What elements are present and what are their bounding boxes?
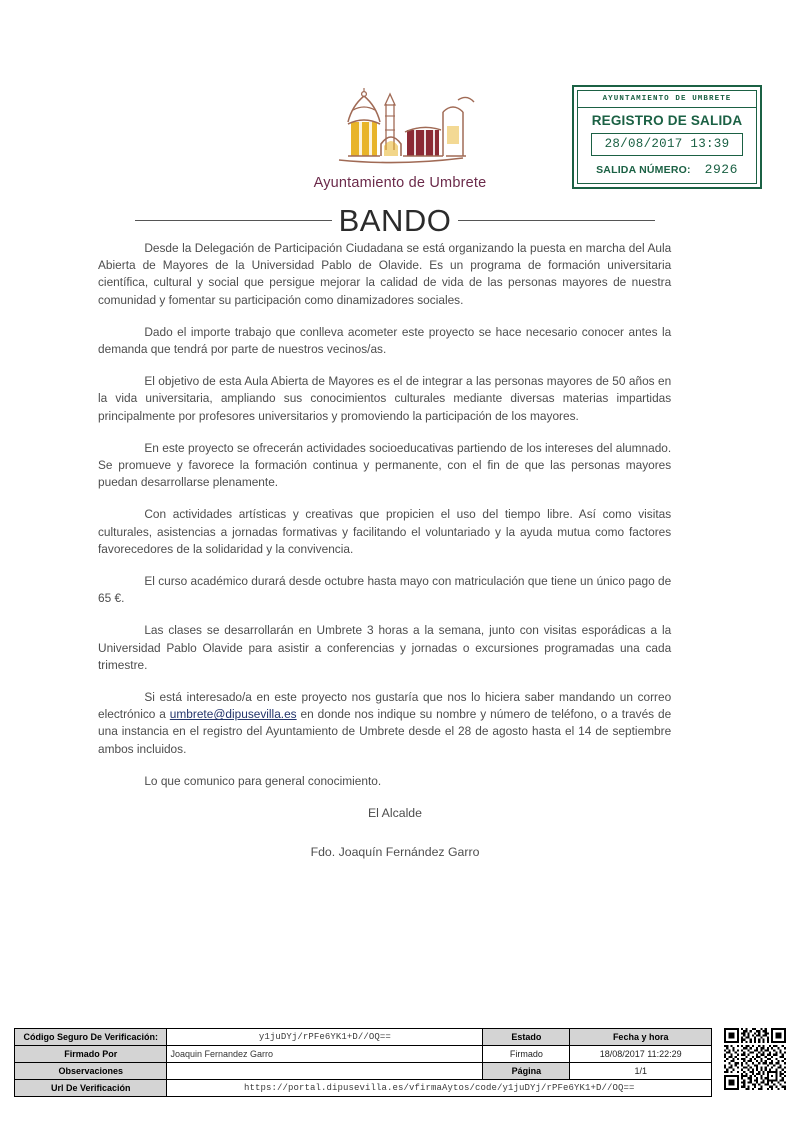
stamp-number-label: SALIDA NÚMERO: (596, 164, 691, 176)
contact-paragraph (98, 689, 671, 758)
status-header: Estado (483, 1029, 570, 1046)
paragraph: En este proyecto se ofrecerán actividades socioeducativas partiendo de los intereses del alumnado. Se promueve y favorece la formación continua y permanente, con el fin de que las personas mayores puedan desarrollarse plenamente. (98, 440, 672, 490)
closing-paragraph: Lo que comunico para general conocimiento. (144, 773, 382, 788)
paragraph: El objetivo de esta Aula Abierta de Mayores es el de integrar a las personas mayores de 50 años en la vida universitaria, ampliando sus conocimientos culturales mediante diversas materias impartidas principalmente por profesores universitarios y promoviendo la participación de los mayores. (98, 374, 672, 423)
page-label: Página (483, 1063, 570, 1080)
stamp-number-value: 2926 (704, 162, 738, 177)
email-link[interactable]: umbrete@dipusevilla.es (169, 707, 297, 722)
verification-footer (14, 1028, 786, 1097)
paragraph: Las clases se desarrollarán en Umbrete 3 horas a la semana, junto con visitas esporádicas a la Universidad Pablo Olavide para asistir a conferencias y jornadas o excursiones programadas una cada trimestre. (98, 623, 672, 672)
table-row (15, 1046, 712, 1063)
table-row (15, 1029, 712, 1046)
signed-by-label: Firmado Por (15, 1046, 167, 1063)
stamp-number-row (581, 161, 753, 177)
stamp-title: REGISTRO DE SALIDA (591, 113, 743, 128)
document-body (98, 240, 692, 790)
url-value: https://portal.dipusevilla.es/vfirmaAytos/code/y1juDYj/rPFe6YK1+D//OQ== (167, 1080, 712, 1097)
registry-stamp (572, 85, 762, 189)
title-rule-left (135, 220, 332, 221)
csv-label: Código Seguro De Verificación: (15, 1029, 167, 1046)
csv-value: y1juDYj/rPFe6YK1+D//OQ== (167, 1029, 483, 1046)
stamp-datetime: 28/08/2017 13:39 (591, 133, 743, 156)
table-row (15, 1063, 712, 1080)
datetime-header: Fecha y hora (570, 1029, 712, 1046)
paragraph: Desde la Delegación de Participación Ciudadana se está organizando la puesta en marcha del Aula Abierta de Mayores de la Universidad Pablo de Olavide. Es un programa de formación universitaria científica, cultural y social que persigue mejorar la calidad de vida de las personas mayores de nuestra comunidad y fomentar su participación como dinamizadores sociales. (98, 241, 672, 307)
document-title-row (135, 205, 655, 236)
table-row (15, 1080, 712, 1097)
paragraph: Con actividades artísticas y creativas que propicien el uso del tiempo libre. Así como visitas culturales, asistencias a jornadas formativas y facilitando el voluntariado y la ayuda mutua como factores favorecedores de la solidaridad y la convivencia. (98, 507, 672, 556)
signature-name: Fdo. Joaquín Fernández Garro (310, 845, 480, 859)
page-title: BANDO (338, 203, 452, 238)
qr-code-icon (724, 1028, 786, 1090)
umbrete-coat-of-arms-icon (315, 86, 485, 174)
signature-role: El Alcalde (367, 806, 422, 820)
verification-table (14, 1028, 712, 1097)
paragraph: El curso académico durará desde octubre hasta mayo con matriculación que tiene un único pago de 65 €. (98, 574, 672, 606)
contact-text-before: Si está interesado/a en este proyecto nos gustaría que nos lo hiciera saber mandando un correo electrónico a (98, 690, 672, 722)
stamp-organization: AYUNTAMIENTO DE UMBRETE (578, 95, 756, 108)
qr-code-svg (724, 1028, 786, 1090)
municipality-logo (300, 86, 500, 191)
signed-by-value: Joaquin Fernandez Garro (167, 1046, 483, 1063)
document-header (0, 78, 800, 208)
datetime-value: 18/08/2017 11:22:29 (570, 1046, 712, 1063)
observations-label: Observaciones (15, 1063, 167, 1080)
page-value: 1/1 (570, 1063, 712, 1080)
observations-value (167, 1063, 483, 1080)
signature-block (98, 806, 692, 859)
contact-text-after: en donde nos indique su nombre y número de teléfono, o a través de una instancia en el registro del Ayuntamiento de Umbrete desde el 28 de agosto hasta el 14 de septiembre ambos incluidos. (98, 707, 672, 756)
url-label: Url De Verificación (15, 1080, 167, 1097)
paragraph: Dado el importe trabajo que conlleva acometer este proyecto se hace necesario conocer antes la demanda que tendrá por parte de nuestros vecinos/as. (98, 324, 672, 357)
logo-caption: Ayuntamiento de Umbrete (313, 175, 487, 191)
title-rule-right (458, 220, 655, 221)
status-value: Firmado (483, 1046, 570, 1063)
